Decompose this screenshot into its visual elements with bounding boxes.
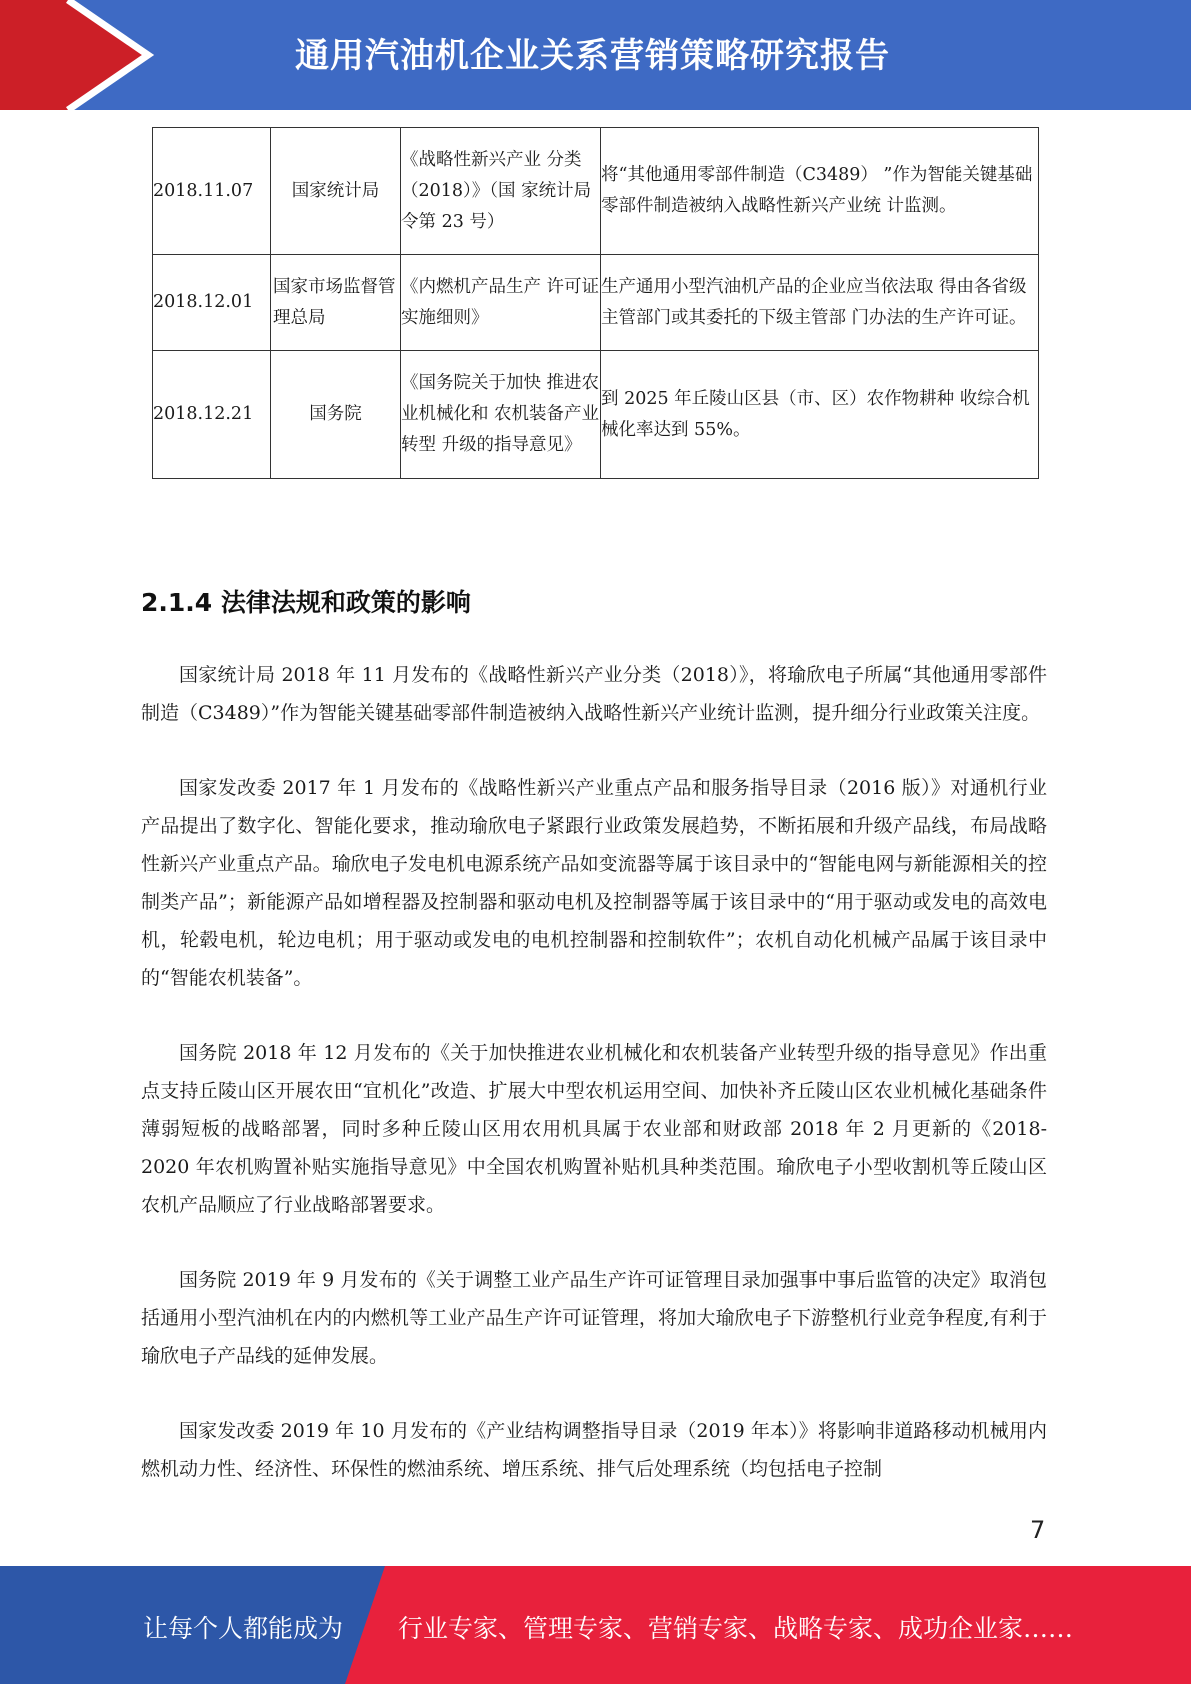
date-cell: 2018.12.01 — [153, 255, 271, 351]
date-cell: 2018.11.07 — [153, 128, 271, 255]
paragraph: 国家发改委 2017 年 1 月发布的《战略性新兴产业重点产品和服务指导目录（2016 版）》对通机行业产品提出了数字化、智能化要求，推动瑜欣电子紧跟行业政策发展趋势，不断拓展和升级产品线，布局战略性新兴产业重点产品。瑜欣电子发电机电源系统产品如变流器等属于该目录中的“智能电网与新能源相关的控制类产品”；新能源产品如增程器及控制器和驱动电机及控制器等属于该目录中的“用于驱动或发电的高效电机，轮毂电机，轮边电机；用于驱动或发电的电机控制器和控制软件”；农机自动化机械产品属于该目录中的“智能农机装备”。 — [141, 777, 1047, 989]
content-cell: 将“其他通用零部件制造（C3489） ”作为智能关键基础零部件制造被纳入战略性新兴产业统 计监测。 — [601, 128, 1039, 255]
document-cell: 《国务院关于加快 推进农业机械化和 农机装备产业转型 升级的指导意见》 — [401, 351, 601, 479]
footer-banner — [0, 1566, 1191, 1684]
paragraph: 国务院 2018 年 12 月发布的《关于加快推进农业机械化和农机装备产业转型升级的指导意见》作出重点支持丘陵山区开展农田“宜机化”改造、扩展大中型农机运用空间、加快补齐丘陵山区农业机械化基础条件薄弱短板的战略部署，同时多种丘陵山区用农用机具属于农业部和财政部 2018 年 2 月更新的《2018-2020 年农机购置补贴实施指导意见》中全国农机购置补贴机具种类范围。瑜欣电子小型收割机等丘陵山区农机产品顺应了行业战略部署要求。 — [141, 1042, 1047, 1216]
department-cell: 国家市场监督管理总局 — [271, 255, 401, 351]
report-title: 通用汽油机企业关系营销策略研究报告 — [295, 36, 890, 76]
paragraph: 国务院 2019 年 9 月发布的《关于调整工业产品生产许可证管理目录加强事中事后监管的决定》取消包括通用小型汽油机在内的内燃机等工业产品生产许可证管理，将加大瑜欣电子下游整机行业竞争程度,有利于瑜欣电子产品线的延伸发展。 — [141, 1269, 1047, 1367]
paragraph: 国家统计局 2018 年 11 月发布的《战略性新兴产业分类（2018）》，将瑜欣电子所属“其他通用零部件制造（C3489）”作为智能关键基础零部件制造被纳入战略性新兴产业统计监测，提升细分行业政策关注度。 — [141, 664, 1047, 724]
table-row — [153, 255, 1039, 351]
content-cell: 到 2025 年丘陵山区县（市、区）农作物耕种 收综合机械化率达到 55%。 — [601, 351, 1039, 479]
table-row — [153, 128, 1039, 255]
policy-table — [152, 127, 1039, 479]
document-cell: 《内燃机产品生产 许可证实施细则》 — [401, 255, 601, 351]
content-cell: 生产通用小型汽油机产品的企业应当依法取 得由各省级主管部门或其委托的下级主管部 门办法的生产许可证。 — [601, 255, 1039, 351]
department-cell: 国家统计局 — [271, 128, 401, 255]
header-banner — [0, 0, 1191, 110]
date-cell: 2018.12.21 — [153, 351, 271, 479]
table-row — [153, 351, 1039, 479]
page-number: 7 — [1030, 1516, 1046, 1544]
department-cell: 国务院 — [271, 351, 401, 479]
document-cell: 《战略性新兴产业 分类（2018）》（国 家统计局令第 23 号） — [401, 128, 601, 255]
body-text — [141, 656, 1047, 1525]
section-heading: 2.1.4 法律法规和政策的影响 — [141, 588, 471, 617]
footer-slogan-right: 行业专家、管理专家、营销专家、战略专家、成功企业家…… — [398, 1614, 1074, 1643]
paragraph: 国家发改委 2019 年 10 月发布的《产业结构调整指导目录（2019 年本）》将影响非道路移动机械用内燃机动力性、经济性、环保性的燃油系统、增压系统、排气后处理系统（均包括电子控制 — [141, 1420, 1047, 1480]
footer-slogan-left: 让每个人都能成为 — [143, 1614, 344, 1643]
